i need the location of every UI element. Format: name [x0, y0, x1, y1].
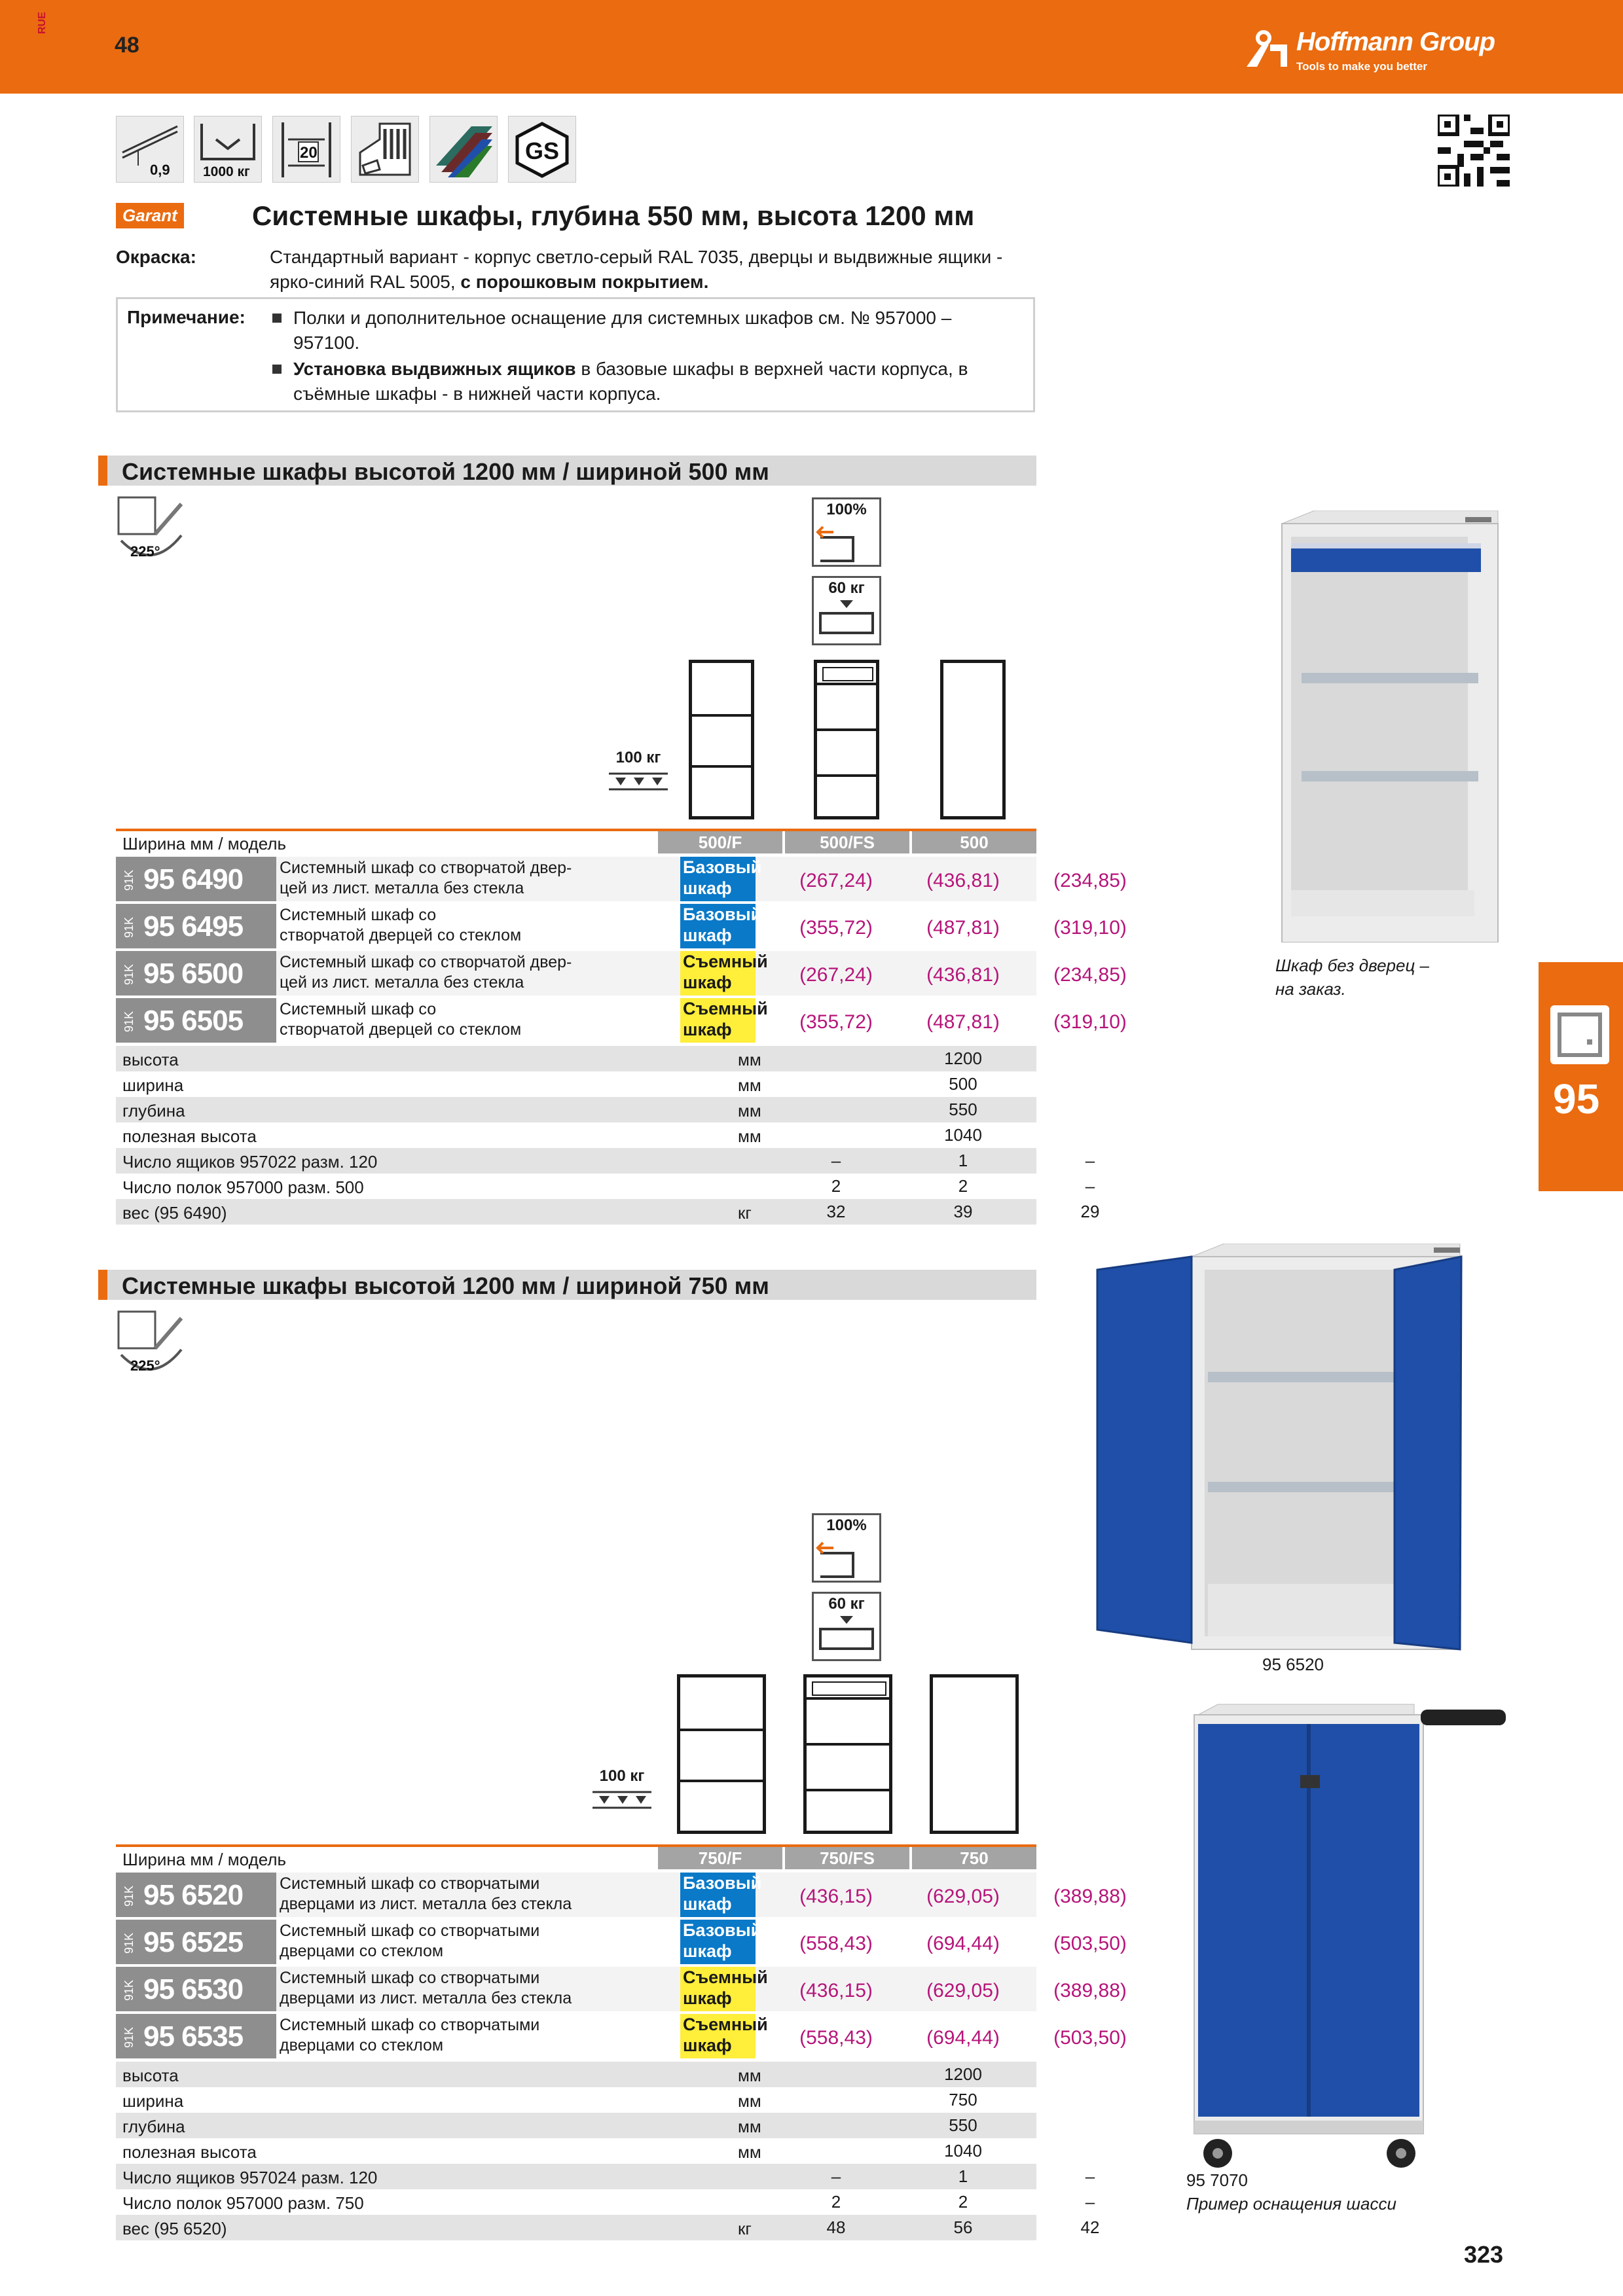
- price-f: (558,43): [799, 1933, 873, 1954]
- article-number: [116, 904, 276, 948]
- table-row[interactable]: [116, 1918, 1127, 1964]
- price-f: (436,15): [799, 1886, 873, 1907]
- article-code: 95 6520: [143, 1879, 244, 1911]
- paint-label: Окраска:: [116, 247, 196, 267]
- price-fs: (487,81): [926, 917, 1000, 939]
- spec-row: Число ящиков 957022 разм. 120 – 1 –: [116, 1148, 1036, 1174]
- garant-logo: Garant: [116, 203, 184, 228]
- section2-title: Системные шкафы высотой 1200 мм / шириной 750 мм: [122, 1272, 769, 1299]
- shelf-load-icon: [602, 749, 674, 809]
- note-1-line2: 957100.: [293, 332, 360, 353]
- header-bar: [0, 0, 1623, 94]
- svg-text:20: 20: [300, 144, 318, 162]
- note-2-bold: Установка выдвижных ящиков: [293, 359, 576, 379]
- article-number: [116, 1873, 276, 1917]
- price-fs: (629,05): [926, 1886, 1000, 1907]
- table-row[interactable]: [116, 996, 1127, 1043]
- spec-row: глубина мм 550: [116, 1097, 1036, 1122]
- spec-row: вес (95 6520) кг 48 56 42: [116, 2215, 1036, 2240]
- caption-957070: 95 7070: [1186, 2170, 1248, 2190]
- table-row[interactable]: [116, 949, 1127, 996]
- article-prefix: 91K: [122, 1011, 136, 1032]
- article-prefix: 91K: [122, 869, 136, 891]
- drawer-extension-icon: [812, 497, 881, 567]
- article-code: 95 6525: [143, 1926, 244, 1958]
- caption-chassis-example: Пример оснащения шасси: [1186, 2194, 1396, 2214]
- row-description: Системный шкаф со створчатыми дверцами со стеклом: [280, 2016, 540, 2054]
- article-prefix: 91K: [122, 963, 136, 985]
- price-plain: (319,10): [1053, 1011, 1127, 1033]
- shelf-load-icon: [586, 1767, 658, 1827]
- table-row[interactable]: [116, 902, 1127, 948]
- bullet-icon: [272, 314, 282, 323]
- table2-col-plain: 750: [912, 1847, 1036, 1869]
- row-description: Системный шкаф со створчатой двер- цей из лист. металла без стекла: [280, 953, 572, 992]
- cabinet-on-chassis-image: [1178, 1702, 1512, 2173]
- note-1-line1: Полки и дополнительное оснащение для системных шкафов см. № 957000 –: [293, 308, 952, 328]
- price-fs: (694,44): [926, 1933, 1000, 1954]
- table2-header: [116, 1844, 1036, 1869]
- cabinet-outline-empty: [930, 1674, 1019, 1834]
- spec-row: глубина мм 550: [116, 2113, 1036, 2138]
- cabinet-without-doors-image: [1275, 511, 1504, 942]
- base-cabinet-badge: Базовый шкаф: [680, 1873, 756, 1917]
- table-row[interactable]: [116, 2012, 1127, 2058]
- price-fs: (694,44): [926, 2027, 1000, 2049]
- shelf-load-value: 100 кг: [599, 1767, 645, 1785]
- price-plain: (234,85): [1053, 870, 1127, 891]
- article-prefix: 91K: [122, 2026, 136, 2048]
- row-description: Системный шкаф со створчатыми дверцами со стеклом: [280, 1922, 540, 1960]
- price-plain: (234,85): [1053, 964, 1127, 986]
- cabinet-open-doors-image: [1093, 1244, 1467, 1656]
- spec-row: высота мм 1200: [116, 2062, 1036, 2087]
- table1-col-fs: 500/FS: [785, 831, 909, 853]
- price-f: (267,24): [799, 964, 873, 986]
- note-2-text: в базовые шкафы в верхней части корпуса, в: [581, 359, 968, 379]
- caption-no-doors-1: Шкаф без дверец –: [1275, 956, 1430, 975]
- qr-code-icon[interactable]: [1438, 115, 1510, 187]
- article-number: [116, 1920, 276, 1964]
- spec-row: полезная высота мм 1040: [122, 1125, 982, 1146]
- section-accent: [98, 1270, 107, 1300]
- removable-cabinet-badge: Съемный шкаф: [680, 998, 756, 1043]
- load-capacity-icon: [194, 116, 262, 183]
- section1-header: [98, 456, 1036, 486]
- note-label: Примечание:: [127, 307, 246, 327]
- spec-row: ширина мм 500: [122, 1074, 977, 1095]
- article-number: [116, 951, 276, 996]
- spec-row: Число полок 957000 разм. 500 2 2 –: [122, 1176, 1095, 1197]
- article-prefix: 91K: [122, 916, 136, 938]
- brand-name: Hoffmann Group: [1296, 27, 1495, 56]
- cabinet-chapter-icon: [1550, 1005, 1609, 1064]
- paint-color-text: ярко-синий RAL 5005,: [270, 272, 456, 292]
- color-swatches-icon: [429, 116, 498, 183]
- article-number: [116, 998, 276, 1043]
- extension-percent: 100%: [826, 1516, 867, 1534]
- page-number-left: 48: [115, 33, 139, 58]
- paint-text-line2: [270, 270, 708, 295]
- article-prefix: 91K: [122, 1932, 136, 1954]
- thickness-icon: [116, 116, 184, 183]
- brand-logo: [1244, 25, 1506, 77]
- article-code: 95 6500: [143, 958, 244, 990]
- note-2-line1: [293, 357, 968, 382]
- drawer-load-value: 60 кг: [828, 579, 865, 597]
- price-plain: (503,50): [1053, 2027, 1127, 2049]
- table1-header: [116, 829, 1036, 853]
- price-fs: (436,81): [926, 870, 1000, 891]
- note-box: [116, 297, 1035, 412]
- row-description: Системный шкаф со створчатыми дверцами из лист. металла без стекла: [280, 1874, 572, 1913]
- article-number: [116, 857, 276, 901]
- price-f: (558,43): [799, 2027, 873, 2049]
- removable-cabinet-badge: Съемный шкаф: [680, 1967, 756, 2011]
- page-title: Системные шкафы, глубина 550 мм, высота 1200 мм: [252, 200, 975, 231]
- door-angle-icon: [116, 495, 188, 567]
- article-prefix: 91K: [122, 1885, 136, 1907]
- price-f: (355,72): [799, 917, 873, 939]
- note-2-line2: съёмные шкафы - в нижней части корпуса.: [293, 384, 661, 404]
- article-code: 95 6505: [143, 1005, 244, 1037]
- price-plain: (319,10): [1053, 917, 1127, 939]
- spec-row: Число полок 957000 разм. 750 2 2 –: [122, 2192, 1095, 2213]
- cabinet-outline-drawer: [803, 1674, 892, 1834]
- table2-col-f: 750/F: [658, 1847, 782, 1869]
- section2-header: [98, 1270, 1036, 1300]
- spec-row: высота мм 1200: [116, 1046, 1036, 1071]
- hole-pitch-icon: [272, 116, 340, 183]
- door-angle-icon: [116, 1309, 188, 1381]
- svg-text:0,9: 0,9: [150, 162, 170, 178]
- caption-956520: 95 6520: [1262, 1655, 1324, 1674]
- article-code: 95 6535: [143, 2020, 244, 2053]
- price-fs: (487,81): [926, 1011, 1000, 1033]
- page-number-right: 323: [1464, 2241, 1504, 2268]
- spec-row: Число ящиков 957024 разм. 120 – 1 –: [116, 2164, 1036, 2189]
- hoffmann-logo-icon: [1244, 30, 1294, 69]
- caption-no-doors-2: на заказ.: [1275, 979, 1346, 999]
- price-plain: (503,50): [1053, 1933, 1127, 1954]
- cabinet-outline-shelves: [677, 1674, 766, 1834]
- drawer-load-icon: [812, 576, 881, 645]
- table1-header-label: Ширина мм / модель: [122, 834, 287, 853]
- cabinet-outline-empty: [940, 660, 1006, 819]
- table1-col-plain: 500: [912, 831, 1036, 853]
- row-description: Системный шкаф со створчатой дверцей со стеклом: [280, 1000, 522, 1039]
- table2-col-fs: 750/FS: [785, 1847, 909, 1869]
- spec-row: полезная высота мм 1040: [122, 2141, 982, 2162]
- table-row[interactable]: [116, 855, 1127, 901]
- table-row[interactable]: [116, 1871, 1127, 1917]
- table-row[interactable]: [116, 1965, 1127, 2011]
- svg-text:225°: 225°: [130, 1357, 160, 1374]
- spec-row: ширина мм 750: [122, 2090, 977, 2111]
- drawer-load-value: 60 кг: [828, 1595, 865, 1613]
- drawer-extension-icon: [812, 1513, 881, 1583]
- shelf-load-value: 100 кг: [615, 749, 661, 766]
- row-description: Системный шкаф со створчатой двер- цей из лист. металла без стекла: [280, 859, 572, 897]
- price-f: (267,24): [799, 870, 873, 891]
- section-accent: [98, 456, 107, 486]
- section1-title: Системные шкафы высотой 1200 мм / шириной 500 мм: [122, 458, 769, 485]
- article-code: 95 6495: [143, 910, 244, 942]
- paint-coating-text: с порошковым покрытием.: [460, 272, 709, 292]
- paint-text-line1: Стандартный вариант - корпус светло-серый RAL 7035, дверцы и выдвижные ящики -: [270, 247, 1003, 267]
- price-plain: (389,88): [1053, 1886, 1127, 1907]
- article-code: 95 6490: [143, 863, 244, 895]
- base-cabinet-badge: Базовый шкаф: [680, 857, 756, 901]
- price-f: (355,72): [799, 1011, 873, 1033]
- row-description: Системный шкаф со створчатыми дверцами из лист. металла без стекла: [280, 1969, 572, 2007]
- extension-percent: 100%: [826, 501, 867, 518]
- price-f: (436,15): [799, 1980, 873, 2001]
- table1-col-f: 500/F: [658, 831, 782, 853]
- language-code: RUE: [37, 12, 48, 34]
- article-number: [116, 1967, 276, 2011]
- svg-text:GS: GS: [525, 137, 560, 164]
- spec-row: вес (95 6490) кг 32 39 29: [116, 1199, 1036, 1225]
- base-cabinet-badge: Базовый шкаф: [680, 904, 756, 948]
- cabinet-outline-drawer: [814, 660, 879, 819]
- brand-tagline: Tools to make you better: [1296, 60, 1427, 73]
- price-fs: (436,81): [926, 964, 1000, 986]
- chapter-number: 95: [1553, 1075, 1600, 1122]
- chapter-tab[interactable]: [1539, 962, 1623, 1191]
- base-cabinet-badge: Базовый шкаф: [680, 1920, 756, 1964]
- cabinet-outline-shelves: [689, 660, 754, 819]
- removable-cabinet-badge: Съемный шкаф: [680, 2014, 756, 2058]
- accessories-icon: [351, 116, 419, 183]
- article-number: [116, 2014, 276, 2058]
- article-prefix: 91K: [122, 1979, 136, 2001]
- removable-cabinet-badge: Съемный шкаф: [680, 951, 756, 996]
- article-code: 95 6530: [143, 1973, 244, 2005]
- svg-text:225°: 225°: [130, 543, 160, 560]
- gs-certification-icon: [508, 116, 576, 183]
- svg-text:1000 кг: 1000 кг: [203, 164, 250, 179]
- row-description: Системный шкаф со створчатой дверцей со стеклом: [280, 906, 522, 944]
- bullet-icon: [272, 365, 282, 374]
- price-plain: (389,88): [1053, 1980, 1127, 2001]
- drawer-load-icon: [812, 1592, 881, 1661]
- price-fs: (629,05): [926, 1980, 1000, 2001]
- table2-header-label: Ширина мм / модель: [122, 1850, 287, 1869]
